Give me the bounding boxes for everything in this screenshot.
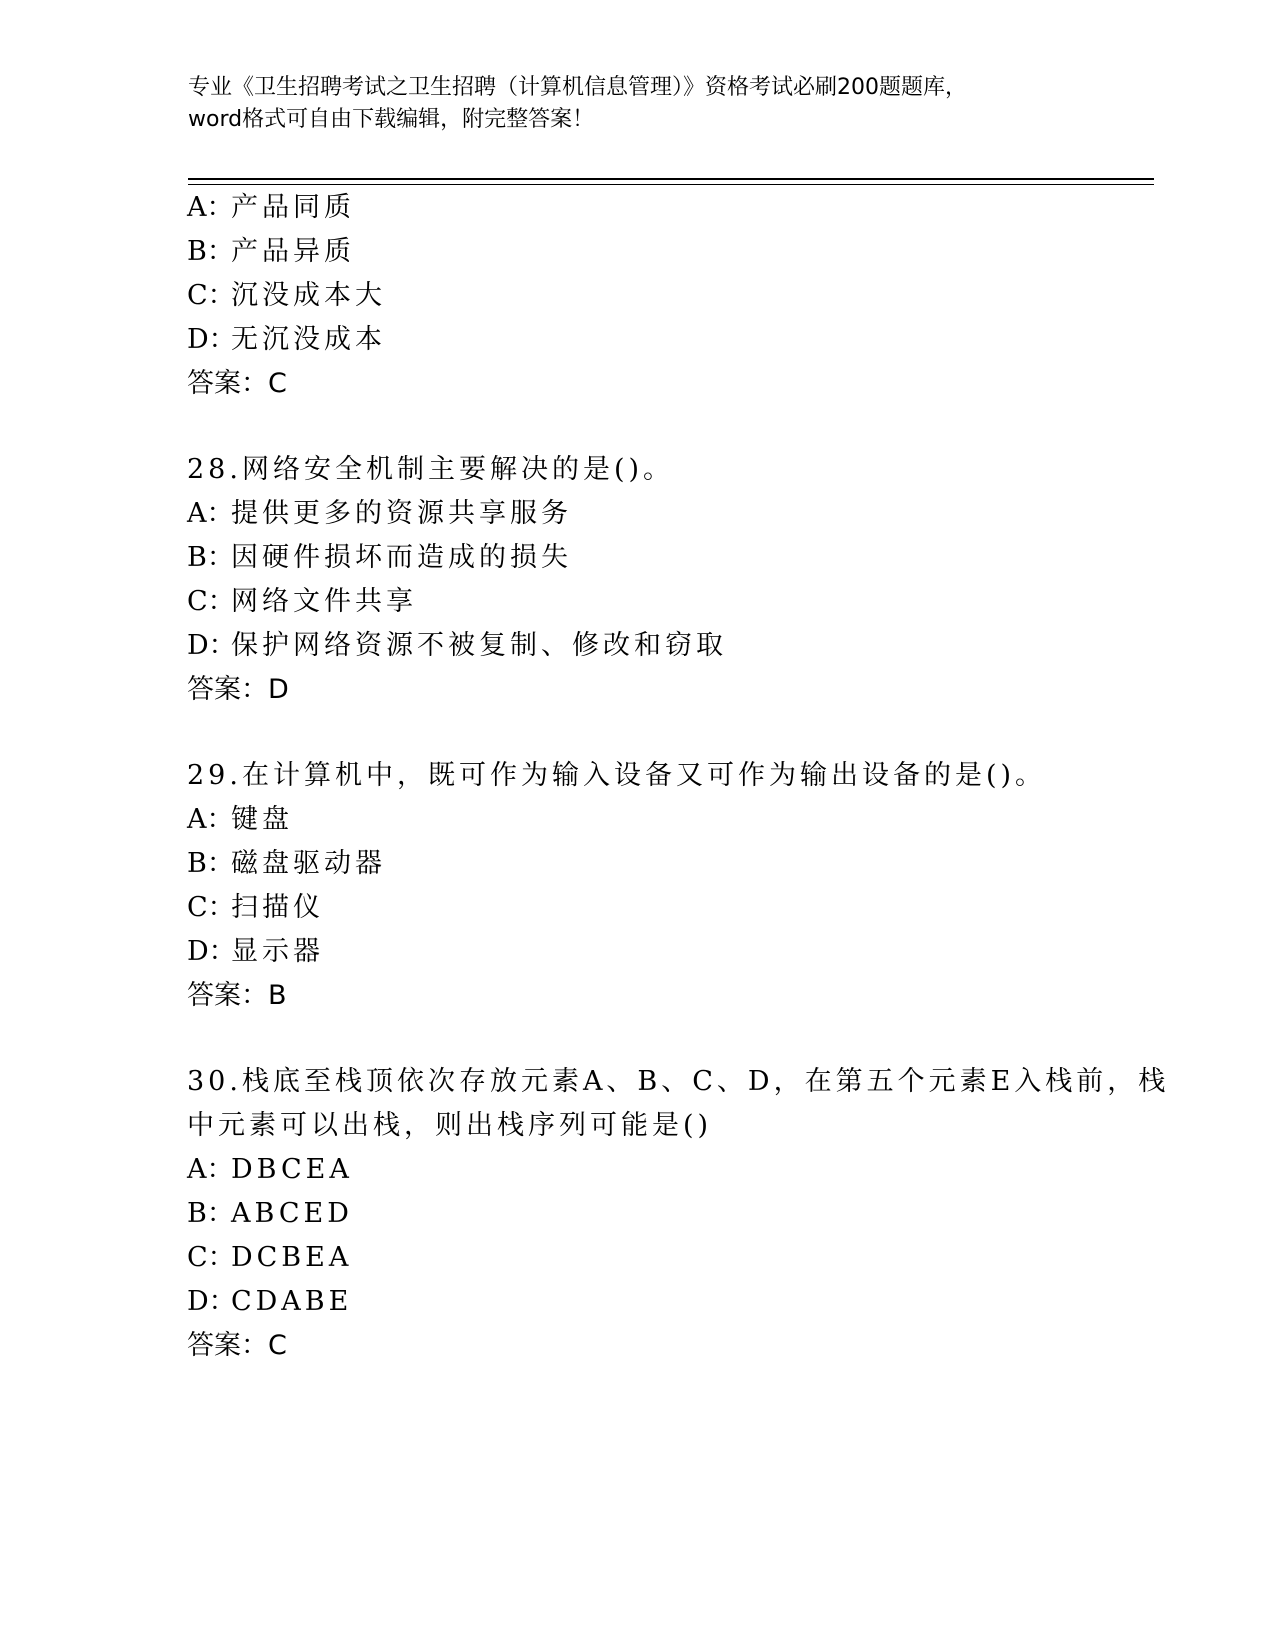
q30-option-b [187,1196,353,1232]
q29-option-c-letter: C： [187,892,235,923]
header-divider-thin [188,184,1154,185]
q28-option-c-letter: C： [187,586,235,617]
q27-option-b-letter: B： [187,236,234,267]
q29-answer: 答案：B [187,980,287,1011]
q29-option-a-letter: A： [187,804,234,835]
header-line-1: 专业《卫生招聘考试之卫生招聘（计算机信息管理）》资格考试必刷200题题库， [188,75,967,100]
q28-option-a-text: 提供更多的资源共享服务 [231,498,572,529]
q29-option-a-text: 键盘 [231,804,293,835]
q30-option-a [187,1152,353,1188]
q29-option-d [187,934,324,970]
q30-option-b-letter: B： [187,1198,234,1229]
q28-option-c-text: 网络文件共享 [231,586,417,617]
q28-option-d-text: 保护网络资源不被复制、修改和窃取 [231,630,727,661]
q29-option-c-text: 扫描仪 [231,892,324,923]
q27-option-c-letter: C： [187,280,235,311]
q27-option-b-text: 产品异质 [231,236,355,267]
q28-question: 28.网络安全机制主要解决的是()。 [187,454,675,485]
q29-option-a [187,802,293,838]
q28-option-b [187,540,572,576]
q28-option-a [187,496,572,532]
q28-option-b-letter: B： [187,542,234,573]
q29-option-b-text: 磁盘驱动器 [231,848,386,879]
q28-option-d [187,628,727,664]
q28-option-c [187,584,417,620]
q30-option-c-letter: C： [187,1242,235,1273]
q30-question-line-1: 30.栈底至栈顶依次存放元素A、B、C、D，在第五个元素E入栈前，栈 [187,1066,1170,1097]
q28-option-a-letter: A： [187,498,234,529]
q30-option-d-letter: D： [187,1286,236,1317]
header-divider-thick [188,178,1154,180]
q27-option-d [187,322,386,358]
q27-option-a-letter: A： [187,192,234,223]
q30-question-line-2: 中元素可以出栈，则出栈序列可能是() [187,1110,713,1141]
q27-answer: 答案：C [187,368,287,399]
q30-option-c [187,1240,352,1276]
q28-option-b-text: 因硬件损坏而造成的损失 [231,542,572,573]
q30-option-a-text: DBCEA [231,1154,353,1185]
q30-option-c-text: DCBEA [231,1242,353,1273]
q30-option-d-text: CDABE [231,1286,353,1317]
q30-option-d [187,1284,352,1320]
q30-option-a-letter: A： [187,1154,234,1185]
q29-option-c [187,890,324,926]
q29-question: 29.在计算机中，既可作为输入设备又可作为输出设备的是()。 [187,760,1047,791]
q27-option-a [187,190,355,226]
header-line-2: word格式可自由下载编辑，附完整答案！ [188,107,595,132]
q27-option-d-text: 无沉没成本 [231,324,386,355]
q29-option-d-letter: D： [187,936,236,967]
q27-option-c [187,278,386,314]
q28-answer: 答案：D [187,674,289,705]
q27-option-d-letter: D： [187,324,236,355]
q27-option-c-text: 沉没成本大 [231,280,386,311]
q30-answer: 答案：C [187,1330,287,1361]
q27-option-b [187,234,355,270]
q29-option-b-letter: B： [187,848,234,879]
q30-option-b-text: ABCED [231,1198,353,1229]
q29-option-d-text: 显示器 [231,936,324,967]
q29-option-b [187,846,386,882]
q27-option-a-text: 产品同质 [231,192,355,223]
q28-option-d-letter: D： [187,630,236,661]
document-header [188,72,1088,136]
